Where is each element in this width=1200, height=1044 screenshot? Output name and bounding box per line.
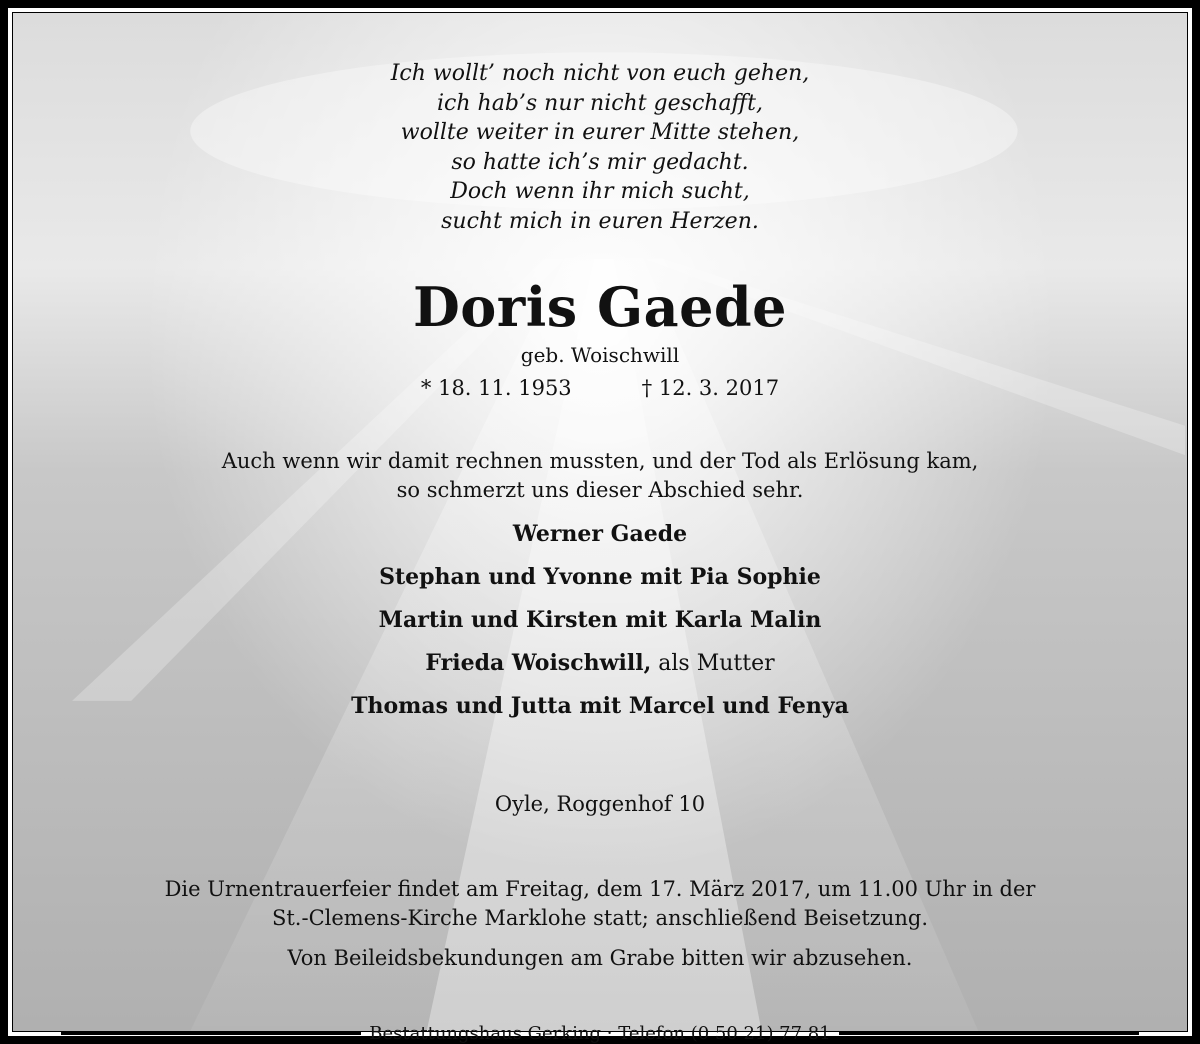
poem-line: Doch wenn ihr mich sucht, (450, 179, 750, 204)
family-list (13, 513, 1187, 728)
birth-date: * 18. 11. 1953 (420, 376, 572, 400)
family-member (13, 599, 1187, 642)
deceased-name: Doris Gaede (412, 275, 788, 339)
service-info (13, 875, 1187, 933)
family-member-name: Thomas und Jutta mit Marcel und Fenya (351, 693, 849, 719)
family-member-name: Martin und Kirsten mit Karla Malin (378, 607, 822, 633)
family-member (13, 642, 1187, 685)
poem-line: so hatte ich’s mir gedacht. (451, 149, 749, 175)
footer-rule-left (61, 1032, 361, 1035)
service-line: St.-Clemens-Kirche Marklohe statt; anschließend Beisetzung. (271, 906, 929, 930)
family-member-name: Stephan und Yvonne mit Pia Sophie (379, 564, 821, 590)
address: Oyle, Roggenhof 10 (494, 792, 706, 816)
footer-rule-right (839, 1032, 1139, 1035)
birth-name: geb. Woischwill (520, 343, 680, 367)
footer (13, 1023, 1187, 1044)
family-member (13, 513, 1187, 556)
service-line: Die Urnentrauerfeier findet am Freitag, dem 17. März 2017, um 11.00 Uhr in der (164, 877, 1036, 901)
family-member (13, 556, 1187, 599)
family-member-name: Frieda Woischwill, (425, 650, 652, 676)
poem-line: sucht mich in euren Herzen. (441, 208, 759, 234)
poem-line: ich hab’s nur nicht geschafft, (437, 90, 763, 116)
mourning-message (13, 447, 1187, 505)
family-member-name: Werner Gaede (512, 521, 688, 547)
family-member (13, 685, 1187, 728)
message-line: so schmerzt uns dieser Abschied sehr. (396, 478, 804, 502)
death-date: † 12. 3. 2017 (641, 376, 780, 400)
family-member-note: als Mutter (651, 651, 775, 676)
poem-line: wollte weiter in eurer Mitte stehen, (400, 120, 800, 145)
life-dates (13, 376, 1187, 400)
poem-line: Ich wollt’ noch nicht von euch gehen, (390, 61, 810, 86)
condolence-request: Von Beileidsbekundungen am Grabe bitten wir abzusehen. (287, 946, 913, 970)
message-line: Auch wenn wir damit rechnen mussten, und der Tod als Erlösung kam, (221, 449, 979, 473)
obituary-background (12, 12, 1188, 1044)
poem (13, 59, 1187, 236)
funeral-home-contact: Bestattungshaus Gerking · Telefon (0 50 21) 77 81 (369, 1023, 831, 1044)
